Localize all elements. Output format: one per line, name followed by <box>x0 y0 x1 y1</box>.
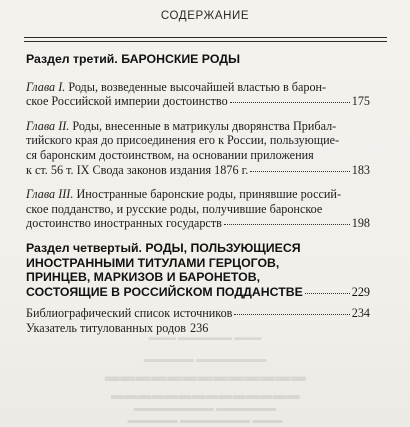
section-title-line: СОСТОЯЩИЕ В РОССИЙСКОМ ПОДДАНСТВЕ <box>26 284 303 299</box>
chapter-label: Глава III. <box>26 187 74 202</box>
toc-entry[interactable] <box>26 119 370 177</box>
page-number: 183 <box>351 162 370 177</box>
section-prefix: Раздел третий. <box>26 52 118 66</box>
section-title-line: ИНОСТРАННЫМИ ТИТУЛАМИ ГЕРЦОГОВ, <box>26 255 280 270</box>
section-title: БАРОНСКИЕ РОДЫ <box>121 52 241 66</box>
show-through-mark: ▬▬▬▬▬▬▬▬▬▬▬▬▬ <box>104 369 306 385</box>
show-through-mark: ▬▬▬ ▬▬▬▬▬▬▬ ▬▬▬▬▬ <box>127 415 283 426</box>
leader-dots <box>305 283 350 293</box>
chapter-label: Глава I. <box>26 79 66 94</box>
show-through-mark: ▬▬▬▬▬▬▬ ▬▬▬▬▬ <box>143 354 267 365</box>
section-title-line: РОДЫ, ПОЛЬЗУЮЩИЕСЯ <box>145 240 301 255</box>
section-title-line: ПРИНЦЕВ, МАРКИЗОВ И БАРОНЕТОВ, <box>26 270 260 285</box>
toc-entry[interactable] <box>26 80 370 109</box>
leader-dots <box>250 161 349 171</box>
entry-line: Роды, внесенные в матрикулы дворянства Прибал- <box>72 118 337 133</box>
entry-text: Указатель титулованных родов <box>26 320 187 335</box>
chapter-label: Глава II. <box>26 118 70 133</box>
section-heading[interactable] <box>26 241 370 299</box>
leader-dots <box>224 215 350 225</box>
header-rule-thin <box>24 41 387 42</box>
entry-line: достоинство иностранных государств <box>26 216 222 231</box>
entry-line: ское подданство, и русские роды, получившие баронское <box>26 201 323 216</box>
entry-line: Роды, возведенные высочайшей властью в барон- <box>68 79 327 94</box>
entry-text: Библиографический список источников <box>26 306 233 321</box>
toc-entry-index[interactable] <box>26 321 370 336</box>
toc-content <box>26 52 370 336</box>
leader-dots <box>230 93 350 103</box>
section-heading <box>26 52 370 67</box>
toc-entry[interactable] <box>26 187 370 231</box>
show-through-mark: ▬▬▬▬▬▬ ▬▬▬▬▬▬▬▬ <box>133 403 277 414</box>
page-number: 198 <box>351 216 370 231</box>
show-through-mark: ▬▬▬ ▬▬▬▬▬▬ ▬▬▬ <box>148 332 262 342</box>
page-number: 175 <box>351 94 370 109</box>
page-number: 236 <box>190 320 209 335</box>
running-head: СОДЕРЖАНИЕ <box>160 10 250 22</box>
entry-line: к ст. 56 т. IX Свода законов издания 1876 г. <box>26 162 249 177</box>
header-rule-thick <box>24 37 387 38</box>
page-number: 229 <box>351 284 370 299</box>
entry-line: Иностранные баронские роды, принявшие россий- <box>76 187 342 202</box>
leader-dots <box>234 305 349 315</box>
page-number: 234 <box>351 306 370 321</box>
entry-line: тийского края до присоединения его к России, пользующие- <box>26 133 340 148</box>
show-through-mark: ▬▬▬▬▬▬▬▬▬▬▬▬▬▬ <box>110 387 300 402</box>
section-prefix: Раздел четвертый. <box>26 240 142 255</box>
entry-line: ся баронским достоинством, на основании приложения <box>26 147 314 162</box>
entry-line: ское Российской империи достоинство <box>26 94 228 109</box>
toc-entry-bibliography[interactable] <box>26 306 370 321</box>
